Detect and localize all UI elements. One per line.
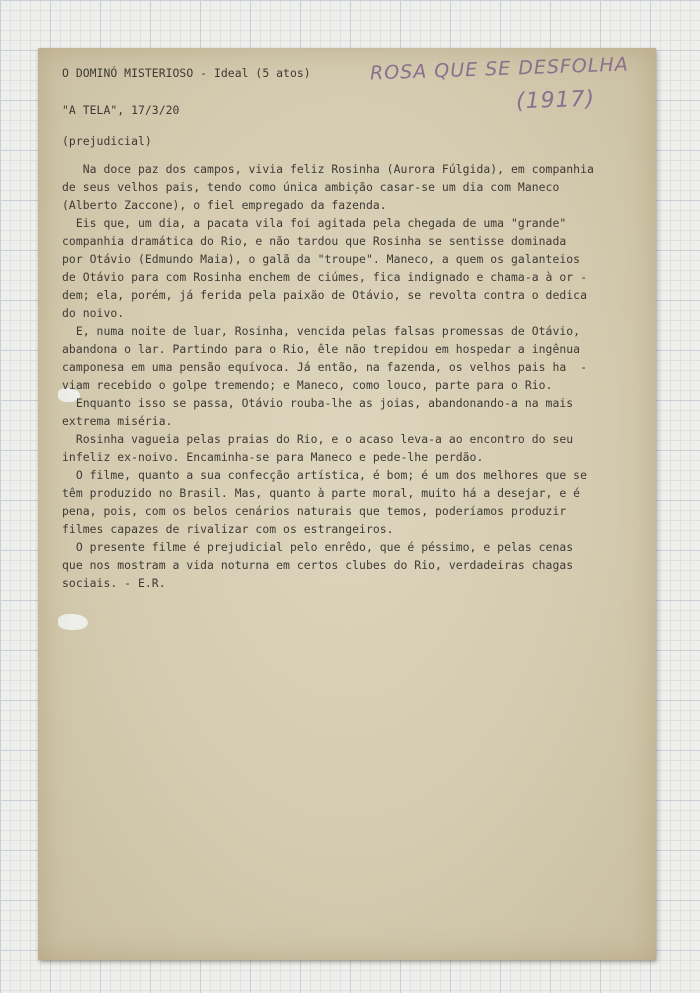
body-line: têm produzido no Brasil. Mas, quanto à parte moral, muito há a desejar, e é <box>62 486 581 500</box>
body-line: infeliz ex-noivo. Encaminha-se para Maneco e pede-lhe perdão. <box>62 450 484 464</box>
body-line: Enquanto isso se passa, Otávio rouba-lhe as joias, abandonando-a na mais <box>62 396 574 410</box>
body-line: por Otávio (Edmundo Maia), o galã da "troupe". Maneco, a quem os galanteios <box>62 252 581 266</box>
handwritten-year-note: (1917) <box>515 86 596 115</box>
body-line: viam recebido o golpe tremendo; e Maneco, como louco, parte para o Rio. <box>62 378 553 392</box>
body-line: de seus velhos pais, tendo como única ambição casar-se um dia com Maneco <box>62 180 560 194</box>
paper-tear-2 <box>58 614 88 630</box>
body-line: pena, pois, com os belos cenários naturais que temos, poderíamos produzir <box>62 504 567 518</box>
body-line: dem; ela, porém, já ferida pela paixão de Otávio, se revolta contra o dedica <box>62 288 587 302</box>
body-line: abandona o lar. Partindo para o Rio, êle não trepidou em hospedar a ingênua <box>62 342 581 356</box>
body-line: sociais. - E.R. <box>62 576 166 590</box>
body-line: companhia dramática do Rio, e não tardou que Rosinha se sentisse dominada <box>62 234 567 248</box>
body-line: do noivo. <box>62 306 125 320</box>
body-line: extrema miséria. <box>62 414 173 428</box>
body-line: Eis que, um dia, a pacata vila foi agitada pela chegada de uma "grande" <box>62 216 567 230</box>
body-line: Na doce paz dos campos, vivia feliz Rosinha (Aurora Fúlgida), em companhia <box>62 162 594 176</box>
body-line: que nos mostram a vida noturna em certos clubes do Rio, verdadeiras chagas <box>62 558 574 572</box>
body-line: O filme, quanto a sua confecção artística, é bom; é um dos melhores que se <box>62 468 587 482</box>
header-title: O DOMINÓ MISTERIOSO - Ideal (5 atos) <box>62 66 311 80</box>
body-line: camponesa em uma pensão equívoca. Já então, na fazenda, os velhos pais ha - <box>62 360 587 374</box>
body-line: Rosinha vagueia pelas praias do Rio, e o acaso leva-a ao encontro do seu <box>62 432 574 446</box>
document-sheet <box>38 48 656 960</box>
source-line: "A TELA", 17/3/20 <box>62 103 180 117</box>
body-line: E, numa noite de luar, Rosinha, vencida pelas falsas promessas de Otávio, <box>62 324 581 338</box>
body-line: de Otávio para com Rosinha enchem de ciúmes, fica indignado e chama-a à or - <box>62 270 587 284</box>
body-line: O presente filme é prejudicial pelo enrêdo, que é péssimo, e pelas cenas <box>62 540 574 554</box>
body-line: (Alberto Zaccone), o fiel empregado da fazenda. <box>62 198 387 212</box>
body-line: filmes capazes de rivalizar com os estrangeiros. <box>62 522 394 536</box>
classification-line: (prejudicial) <box>62 134 152 148</box>
handwritten-title-note: ROSA QUE SE DESFOLHA <box>369 53 630 85</box>
